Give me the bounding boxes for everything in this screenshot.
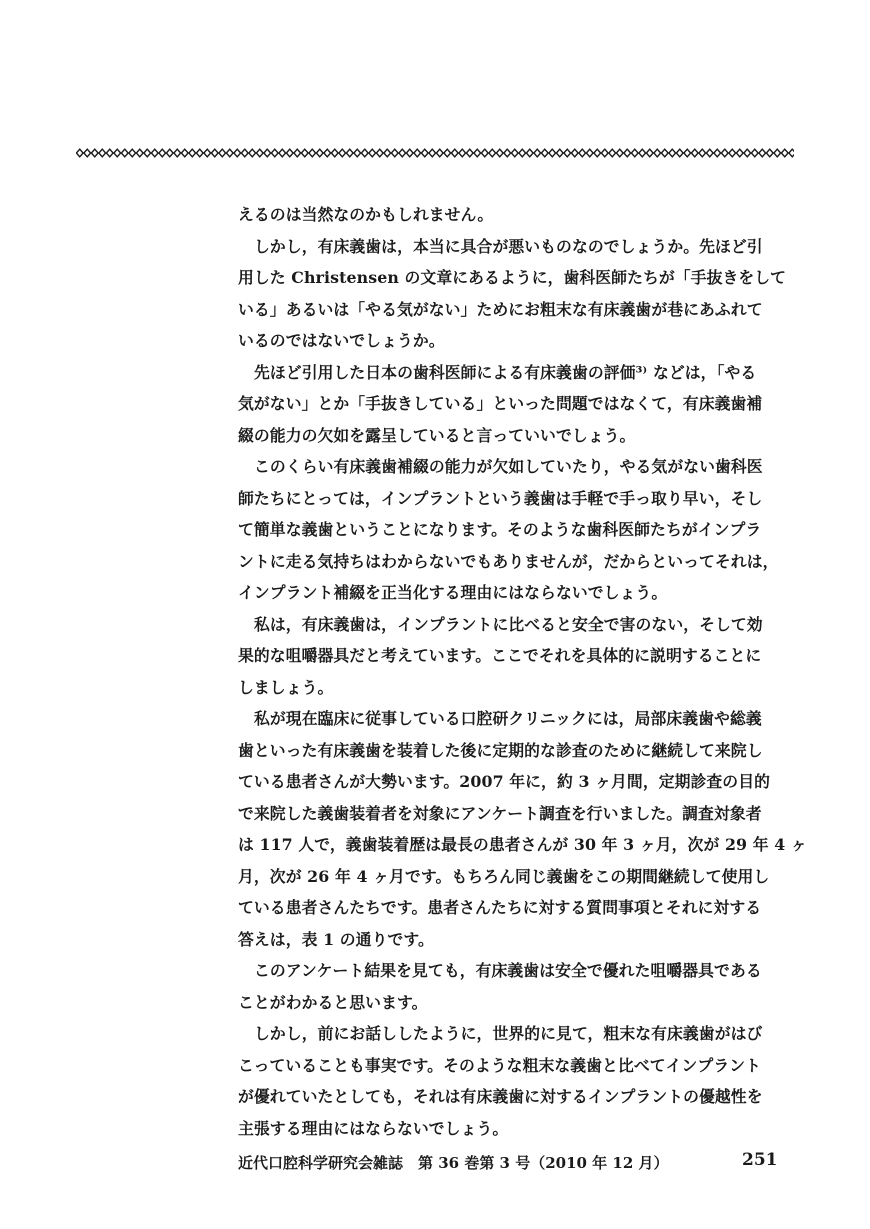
text-line: 用した Christensen の文章にあるように，歯科医師たちが「手抜きをして (238, 268, 787, 287)
text-line: て簡単な義歯ということになります。そのような歯科医師たちがインプラ (238, 520, 762, 539)
text-line: が優れていたとしても，それは有床義歯に対するインプラントの優越性を (238, 1087, 763, 1106)
text-line: 歯といった有床義歯を装着した後に定期的な診査のために継続して来院し (238, 740, 763, 760)
decorative-chain-border (76, 148, 794, 158)
text-line: 答えは，表 1 の通りです。 (238, 929, 434, 949)
journal-footer: 近代口腔科学研究会雑誌 第 36 巻第 3 号（2010 年 12 月） (238, 1154, 669, 1172)
text-line: このくらい有床義歯補綴の能力が欠如していたり，やる気がない歯科医 (254, 457, 763, 476)
text-line: ントに走る気持ちはわからないでもありませんが，だからといってそれは， (238, 551, 779, 571)
text-line: いる」あるいは「やる気がない」ためにお粗末な有床義歯が巷にあふれて (238, 299, 763, 319)
text-line: 主張する理由にはならないでしょう。 (238, 1118, 509, 1138)
text-line: で来院した義歯装着者を対象にアンケート調査を行いました。調査対象者 (238, 803, 762, 823)
text-line: えるのは当然なのかもしれません。 (238, 205, 494, 224)
article-body (238, 199, 807, 1144)
text-line: は 117 人で，義歯装着歴は最長の患者さんが 30 年 3 ヶ月，次が 29 年 4 ヶ (238, 835, 807, 854)
page-number: 251 (742, 1150, 778, 1170)
text-line: ことがわかると思います。 (238, 992, 428, 1012)
text-line: しかし，前にお話ししたように，世界的に見て，粗末な有床義歯がはび (254, 1024, 763, 1043)
text-line: 気がない」とか「手抜きしている」といった問題ではなくて，有床義歯補 (238, 394, 763, 413)
text-line: 月，次が 26 年 4 ヶ月です。もちろん同じ義歯をこの期間継続して使用し (238, 866, 770, 886)
text-line: インプラント補綴を正当化する理由にはならないでしょう。 (238, 583, 668, 602)
text-line: 先ほど引用した日本の歯科医師による有床義歯の評価³⁾ などは，「やる (254, 362, 757, 382)
text-line: 私が現在臨床に従事している口腔研クリニックには，局部床義歯や総義 (254, 709, 762, 728)
text-line: 果的な咀嚼器具だと考えています。ここでそれを具体的に説明することに (238, 646, 762, 665)
text-line: 私は，有床義歯は，インプラントに比べると安全で害のない，そして効 (254, 614, 763, 634)
text-line: 師たちにとっては，インプラントという義歯は手軽で手っ取り早い，そし (238, 488, 763, 508)
text-line: 綴の能力の欠如を露呈していると言っていいでしょう。 (238, 425, 636, 445)
text-line: このアンケート結果を見ても，有床義歯は安全で優れた咀嚼器具である (254, 961, 762, 980)
text-line: しましょう。 (238, 677, 334, 697)
text-line: しかし，有床義歯は，本当に具合が悪いものなのでしょうか。先ほど引 (254, 236, 763, 256)
text-line: ている患者さんたちです。患者さんたちに対する質問事項とそれに対する (238, 898, 762, 917)
text-line: ている患者さんが大勢います。2007 年に，約 3 ヶ月間，定期診査の目的 (238, 772, 771, 791)
text-line: こっていることも事実です。そのような粗末な義歯と比べてインプラント (238, 1055, 762, 1075)
text-line: いるのではないでしょうか。 (238, 331, 445, 350)
